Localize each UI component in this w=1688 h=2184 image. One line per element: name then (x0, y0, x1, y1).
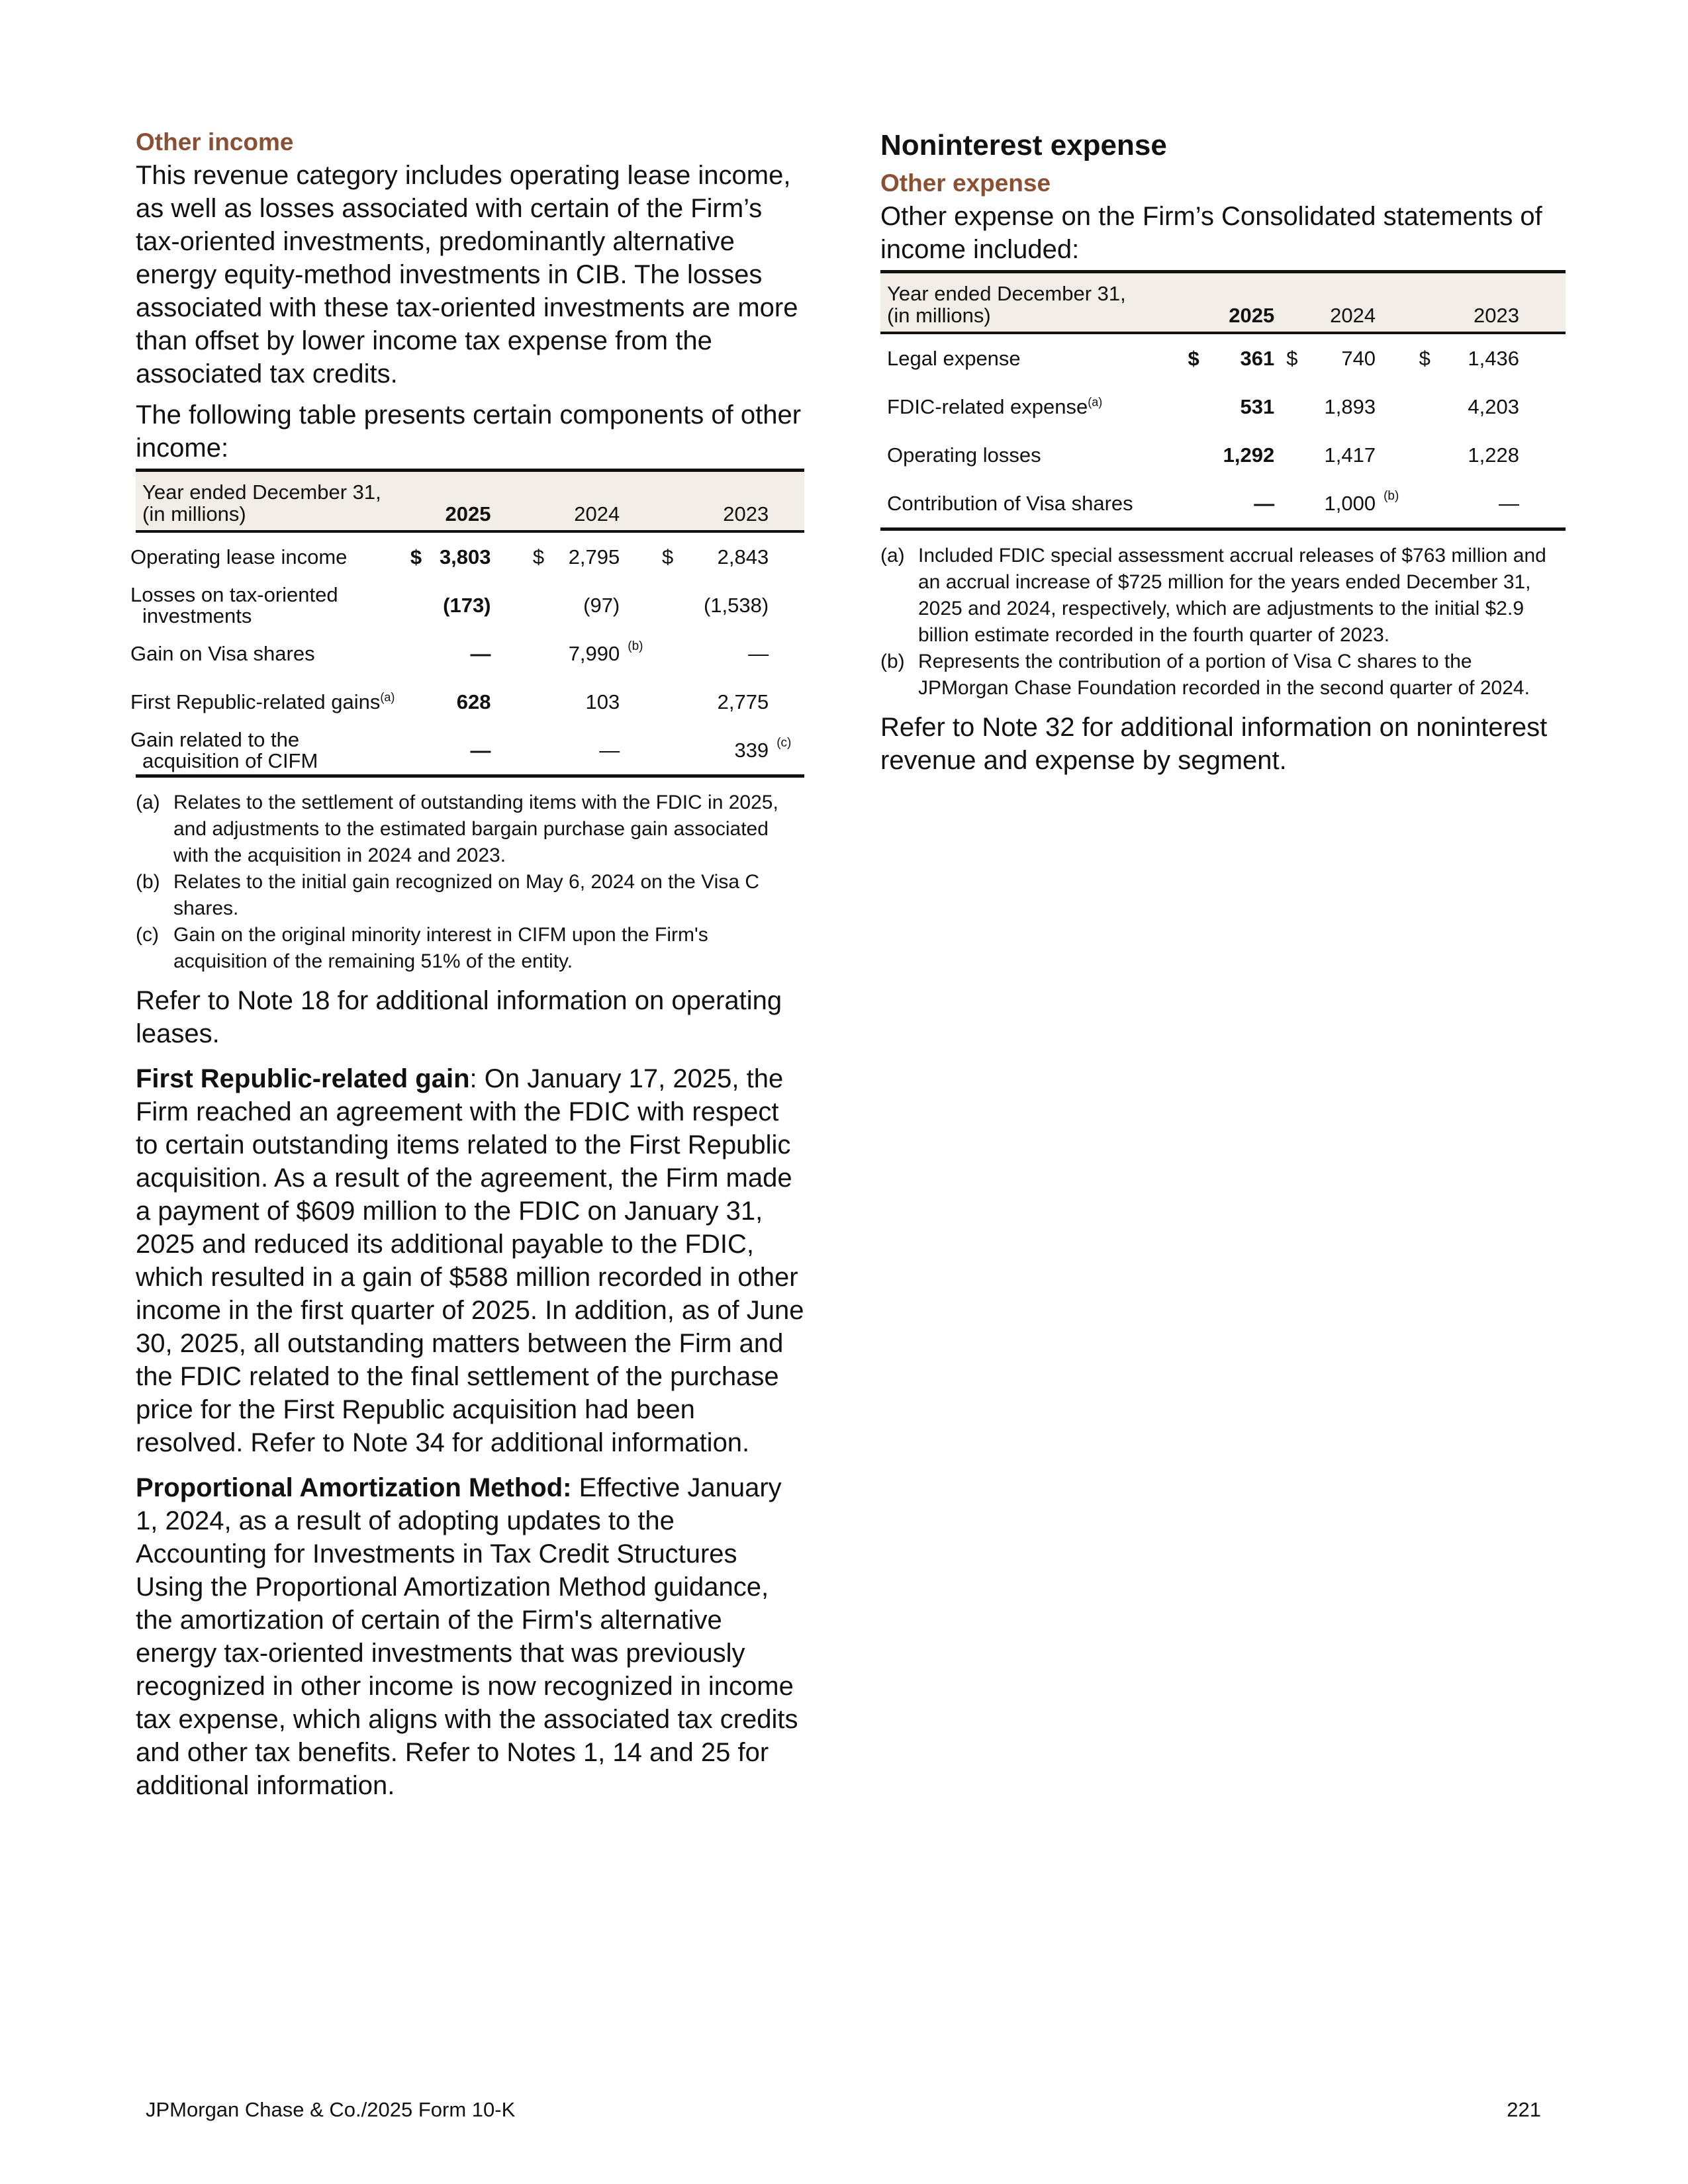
currency-symbol (404, 726, 428, 776)
year-2023-header: 2023 (1413, 272, 1524, 334)
value-2025: 628 (456, 690, 491, 713)
row-label-text: FDIC-related expense (887, 394, 1088, 418)
other-income-footnotes (136, 790, 804, 975)
year-2025-header: 2025 (1181, 272, 1280, 334)
value-2025: 531 (1240, 394, 1275, 418)
header-line-2: (in millions) (887, 304, 991, 327)
footnote (880, 649, 1566, 702)
footnote-text: Represents the contribution of a portion of Visa C shares to the JPMorgan Chase Foundation recorded in the second quarter of 2024. (918, 651, 1530, 699)
table-row (880, 383, 1566, 431)
value-2025: — (1205, 479, 1280, 529)
value-2023: 2,843 (717, 545, 769, 569)
footnote-marker (1381, 431, 1413, 479)
value-2024: 1,417 (1324, 443, 1376, 467)
currency-symbol (526, 678, 546, 726)
header-line-1: Year ended December 31, (887, 282, 1126, 305)
row-label-text: Operating losses (887, 443, 1041, 467)
year-2023-header: 2023 (655, 471, 774, 532)
value-2023: 2,775 (717, 690, 769, 713)
currency-symbol: $ (1286, 346, 1298, 370)
footnote-marker (625, 726, 655, 776)
operating-leases-reference: Refer to Note 18 for additional information on operating leases. (136, 986, 782, 1048)
value-2024: (97) (583, 593, 620, 617)
table-row (136, 678, 804, 726)
currency-symbol (655, 581, 675, 629)
footnote-marker (1381, 333, 1413, 383)
row-label (130, 726, 404, 776)
table-row (136, 629, 804, 678)
value-2023: 1,228 (1468, 443, 1519, 467)
currency-symbol: $ (1419, 346, 1430, 370)
left-column (130, 126, 804, 1810)
currency-symbol (655, 629, 675, 678)
other-expense-table (880, 270, 1566, 531)
currency-symbol (1413, 383, 1436, 431)
currency-symbol (1181, 479, 1204, 529)
footnote (136, 790, 804, 869)
other-income-heading: Other income (136, 128, 294, 156)
footnote-marker (774, 581, 804, 629)
spacer (1524, 383, 1566, 431)
table-row (136, 531, 804, 581)
value-2024: 103 (585, 690, 620, 713)
value-2025: 1,292 (1223, 443, 1275, 467)
currency-symbol (1413, 479, 1436, 529)
row-label (130, 531, 404, 581)
currency-symbol (404, 678, 428, 726)
spacer (496, 678, 526, 726)
footnote-marker (625, 531, 655, 581)
footnote-letter: (c) (136, 924, 159, 946)
row-label (130, 629, 404, 678)
footnote-marker (625, 581, 655, 629)
spacer (496, 726, 526, 776)
page-number: 221 (1507, 2098, 1541, 2121)
footnote-marker (774, 629, 804, 678)
row-label-text: Operating lease income (130, 545, 348, 569)
currency-symbol: $ (532, 545, 545, 569)
footnote-text: Included FDIC special assessment accrual releases of $763 million and an accrual increase of $725 million for the years ended December 31, 2025 and 2024, respectively, which are adjustments to the initial $2.9 billion estimate recorded in the fourth quarter of 2023. (918, 545, 1546, 646)
value-2025: 361 (1240, 346, 1275, 370)
segment-reference: Refer to Note 32 for additional information on noninterest revenue and expense by segment. (880, 713, 1548, 775)
year-2024-header: 2024 (526, 471, 625, 532)
value-2024: 740 (1341, 346, 1376, 370)
currency-symbol (404, 629, 428, 678)
table-row (880, 479, 1566, 529)
footer-document-title: JPMorgan Chase & Co./2025 Form 10-K (146, 2098, 516, 2121)
footnote-letter: (b) (880, 651, 905, 672)
other-expense-footnotes (880, 543, 1566, 702)
currency-symbol (1413, 431, 1436, 479)
currency-symbol (1181, 383, 1204, 431)
currency-symbol (1280, 383, 1303, 431)
first-republic-title: First Republic-related gain (136, 1064, 470, 1093)
table-row (136, 726, 804, 776)
footnote-marker (774, 531, 804, 581)
right-column (880, 126, 1566, 785)
spacer (496, 629, 526, 678)
footnote (880, 543, 1566, 649)
footnote-text: Gain on the original minority interest in CIFM upon the Firm's acquisition of the remaining 51% of the entity. (173, 924, 708, 972)
footnote-marker: (a) (380, 690, 395, 704)
spacer (496, 531, 526, 581)
table-header-row (880, 272, 1566, 334)
row-label (130, 678, 404, 726)
first-republic-body: : On January 17, 2025, the Firm reached an agreement with the FDIC with respect to certain outstanding items related to the First Republic acquisition. As a result of the agreement, the Firm made a payment of $609 million to the FDIC on January 31, 2025 and reduced its additional payable to the FDIC, which resulted in a gain of $588 million recorded in other income in the first quarter of 2025. In addition, as of June 30, 2025, all outstanding matters between the Firm and the FDIC related to the final settlement of the purchase price for the First Republic acquisition had been resolved. Refer to Note 34 for additional information. (136, 1064, 804, 1457)
first-republic-paragraph (136, 1062, 804, 1459)
pam-body: Effective January 1, 2024, as a result of adopting updates to the Accounting for Investments in Tax Credit Structures Using the Proportional Amortization Method guidance, the amortization of certain of the Firm's alternative energy tax-oriented investments that was previously recognized in other income is now recognized in income tax expense, which aligns with the associated tax credits and other tax benefits. Refer to Notes 1, 14 and 25 for additional information. (136, 1473, 798, 1800)
footnote-letter: (b) (136, 871, 160, 893)
footnote-text: Relates to the settlement of outstanding items with the FDIC in 2025, and adjustments to the estimated bargain purchase gain associated with the acquisition in 2024 and 2023. (173, 792, 778, 866)
row-label (880, 479, 1181, 529)
row-label-text: Gain related to the acquisition of CIFM (130, 727, 318, 772)
footnote-marker (625, 678, 655, 726)
value-2023: (1,538) (703, 593, 769, 617)
footnote-letter: (a) (136, 792, 160, 813)
currency-symbol (1280, 479, 1303, 529)
value-2023: 339 (675, 726, 774, 776)
spacer (496, 581, 526, 629)
value-2025: — (428, 726, 496, 776)
proportional-amortization-paragraph (136, 1471, 804, 1802)
footnote (136, 922, 804, 975)
currency-symbol (1181, 431, 1204, 479)
value-2023: — (748, 641, 769, 665)
noninterest-expense-heading: Noninterest expense (880, 129, 1167, 161)
other-expense-heading: Other expense (880, 169, 1051, 197)
header-line-1: Year ended December 31, (142, 480, 381, 504)
footnote-marker: (b) (628, 639, 643, 653)
row-label-text: Legal expense (887, 346, 1021, 370)
row-label (880, 383, 1181, 431)
footnote-text: Relates to the initial gain recognized on May 6, 2024 on the Visa C shares. (173, 871, 759, 919)
value-2023: 1,436 (1468, 346, 1519, 370)
value-2024: 7,990 (568, 641, 620, 665)
currency-symbol (526, 726, 546, 776)
spacer (1524, 479, 1566, 529)
row-label (880, 333, 1181, 383)
footnote-marker (774, 678, 804, 726)
row-label (880, 431, 1181, 479)
row-label-text: First Republic-related gains (130, 690, 381, 713)
table-row (880, 431, 1566, 479)
table-row (880, 333, 1566, 383)
value-2023: — (1436, 479, 1524, 529)
currency-symbol (655, 678, 675, 726)
footnote-marker: (a) (1088, 395, 1103, 409)
currency-symbol (526, 581, 546, 629)
footnote (136, 869, 804, 922)
currency-symbol (1280, 431, 1303, 479)
value-2025: — (470, 641, 491, 665)
value-2023: 4,203 (1468, 394, 1519, 418)
year-2025-header: 2025 (404, 471, 496, 532)
value-2024: 1,893 (1324, 394, 1376, 418)
table-intro: The following table presents certain components of other income: (136, 400, 802, 463)
header-line-2: (in millions) (142, 502, 246, 525)
pam-title: Proportional Amortization Method: (136, 1473, 572, 1502)
footnote-marker: (c) (774, 726, 804, 776)
year-2024-header: 2024 (1280, 272, 1381, 334)
table-row (136, 581, 804, 629)
table-header-label (880, 272, 1181, 334)
row-label-text: Losses on tax-oriented investments (130, 582, 338, 627)
table-header-label (136, 471, 404, 532)
row-label-text: Contribution of Visa shares (887, 491, 1133, 515)
currency-symbol (526, 629, 546, 678)
currency-symbol (655, 726, 675, 776)
currency-symbol: $ (1188, 346, 1199, 370)
other-income-intro: This revenue category includes operating lease income, as well as losses associated with certain of the Firm’s tax-oriented investments, predominantly alternative energy equity-method investments in CIB. The losses associated with these tax-oriented investments are more than offset by lower income tax expense from the associated tax credits. (136, 161, 798, 388)
value-2025: (173) (443, 593, 491, 617)
currency-symbol (404, 581, 428, 629)
footnote-letter: (a) (880, 545, 905, 567)
other-income-table (130, 469, 804, 778)
row-label (130, 581, 404, 629)
value-2024: — (546, 726, 625, 776)
currency-symbol: $ (662, 545, 674, 569)
table-header-row (136, 471, 804, 532)
footnote-marker: (b) (1381, 479, 1413, 529)
value-2025: 3,803 (439, 545, 491, 569)
value-2024: 1,000 (1303, 479, 1381, 529)
footnote-marker (1381, 383, 1413, 431)
spacer (1524, 431, 1566, 479)
currency-symbol: $ (410, 545, 422, 569)
other-expense-intro: Other expense on the Firm’s Consolidated statements of income included: (880, 202, 1542, 264)
spacer (1524, 333, 1566, 383)
row-label-text: Gain on Visa shares (130, 641, 315, 665)
value-2024: 2,795 (568, 545, 620, 569)
